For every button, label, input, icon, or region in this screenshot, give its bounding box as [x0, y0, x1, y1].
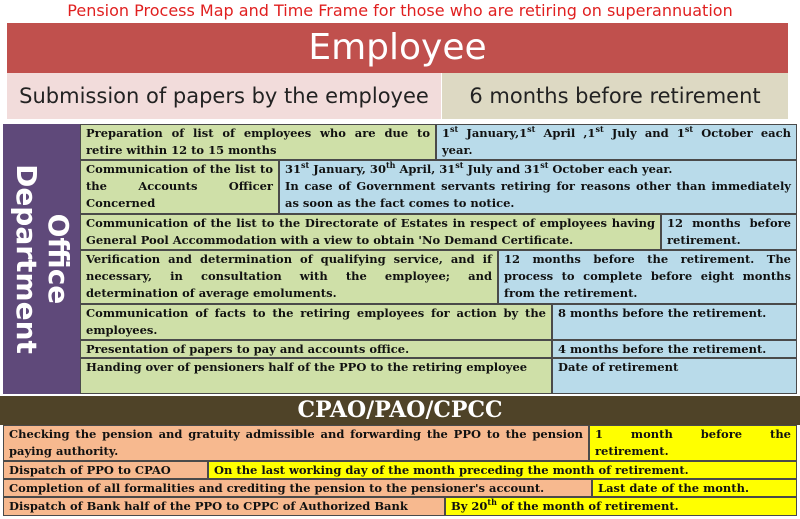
time-2-line1: 31st January, 30th April, 31st July and 31st October each year.: [285, 160, 673, 176]
time-2-line2: In case of Government servants retiring for reasons other than immediately as soon as the fact comes to notice.: [285, 179, 791, 210]
time-1-part-a: 1: [442, 126, 451, 140]
office-time-4: 12 months before the retirement. The process to complete before eight months from the retirement.: [498, 250, 797, 304]
office-task-3: Communication of the list to the Directorate of Estates in respect of employees having General Pool Accommodation with a view to obtain 'No Demand Certificate.: [80, 214, 661, 250]
office-time-6: 4 months before the retirement.: [552, 340, 797, 358]
office-department-label: [10, 164, 74, 354]
office-time-3: 12 months before retirement.: [661, 214, 797, 250]
employee-banner: Employee: [7, 23, 788, 73]
cpao-task-2: Dispatch of PPO to CPAO: [3, 461, 208, 479]
office-task-6: Presentation of papers to pay and accounts office.: [80, 340, 552, 358]
submission-time: 6 months before retirement: [442, 73, 788, 119]
cpao-task-4: Dispatch of Bank half of the PPO to CPPC of Authorized Bank: [3, 497, 445, 516]
cpao-banner: CPAO/PAO/CPCC: [0, 396, 800, 425]
cpao-task-3: Completion of all formalities and crediting the pension to the pensioner's account.: [3, 479, 592, 497]
cpao-time-4: By 20th of the month of retirement.: [445, 497, 797, 516]
cpao-time-1: 1 month before the retirement.: [589, 425, 797, 461]
page-title: Pension Process Map and Time Frame for those who are retiring on superannuation: [67, 1, 733, 20]
cpao-time-2: On the last working day of the month preceding the month of retirement.: [208, 461, 797, 479]
office-time-1: 1st January,1st April ,1st July and 1st October each year.: [436, 124, 797, 160]
office-task-5: Communication of facts to the retiring employees for action by the employees.: [80, 304, 552, 340]
office-time-7: Date of retirement: [552, 358, 797, 394]
office-task-1: Preparation of list of employees who are due to retire within 12 to 15 months: [80, 124, 436, 160]
office-task-7: Handing over of pensioners half of the PPO to the retiring employee: [80, 358, 552, 394]
office-label-line1: Office: [41, 213, 75, 305]
office-department-band: [3, 124, 80, 394]
office-time-5: 8 months before the retirement.: [552, 304, 797, 340]
office-label-line2: Department: [9, 164, 43, 354]
submission-task: Submission of papers by the employee: [7, 73, 441, 119]
office-time-2: [279, 160, 797, 214]
office-task-2: Communication of the list to the Accounts Officer Concerned: [80, 160, 279, 214]
cpao-task-1: Checking the pension and gratuity admissible and forwarding the PPO to the pension paying authority.: [3, 425, 589, 461]
cpao-time-3: Last date of the month.: [592, 479, 797, 497]
office-task-4: Verification and determination of qualifying service, and if necessary, in consultation with the employee; and determination of average emoluments.: [80, 250, 498, 304]
